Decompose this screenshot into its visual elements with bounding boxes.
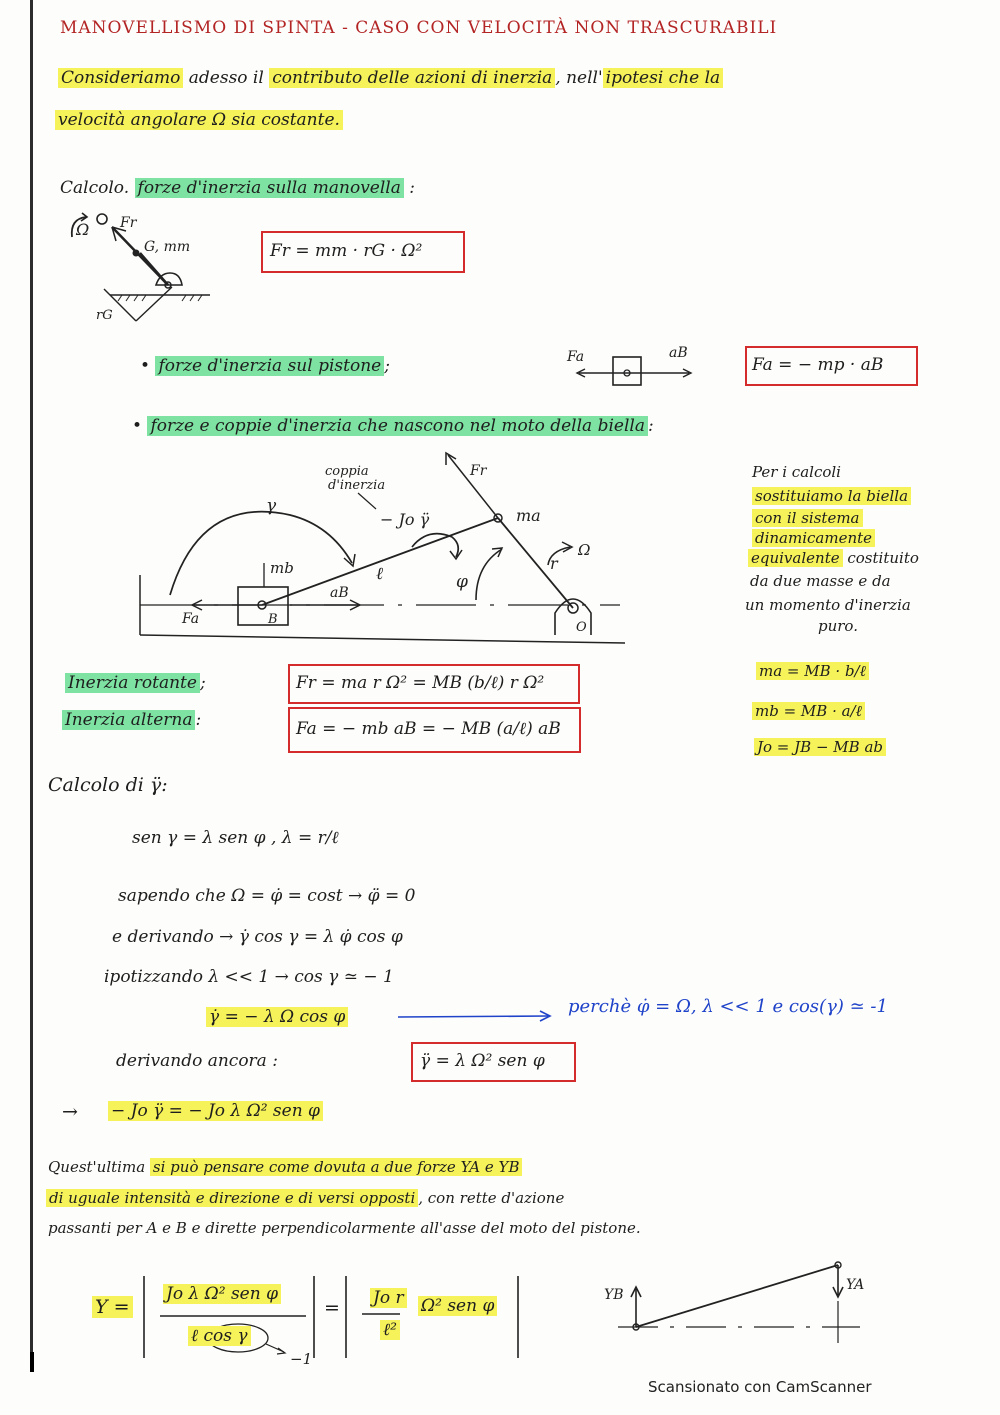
intro-line-2 — [55, 110, 343, 130]
diagram-jo-label: − Jo γ̈ — [380, 510, 430, 529]
side-note-highlight-3: dinamicamente — [752, 529, 875, 547]
result-arrow: → — [62, 1101, 78, 1123]
intro-text-1: adesso il — [188, 68, 264, 88]
diagram-fr-label: Fr — [470, 463, 487, 479]
piston-sketch — [565, 343, 700, 393]
side-formula-jo: Jo = JB − MB ab — [754, 738, 886, 756]
diagram-r-label: r — [550, 554, 558, 573]
side-note-l1: Per i calcoli — [752, 463, 841, 481]
intro-highlight-3: ipotesi che la — [603, 68, 724, 88]
final-line-2 — [46, 1189, 564, 1207]
intro-highlight-4: velocità angolare Ω sia costante. — [55, 110, 343, 130]
side-note-highlight-1: sostituiamo la biella — [752, 487, 911, 505]
diagram-fa-label: Fa — [182, 611, 200, 627]
gamma-eq-2: sapendo che Ω = φ̇ = cost → φ̈ = 0 — [118, 886, 416, 906]
final-p1-a: Quest'ultima — [48, 1158, 146, 1176]
bullet-connecting-rod-line — [132, 416, 654, 436]
gamma-eq-6-label: derivando ancora : — [116, 1051, 278, 1071]
diagram-gamma-label: γ — [266, 496, 277, 516]
intro-line-1 — [58, 68, 723, 88]
mechanism-diagram — [130, 445, 640, 650]
intro-highlight-1: Consideriamo — [58, 68, 183, 88]
crank-fr-label: Fr — [120, 215, 137, 231]
inertia-rot-label: Inerzia rotante — [65, 673, 200, 693]
diagram-dinerzia-label: d'inerzia — [328, 478, 386, 493]
diagram-l-label: ℓ — [376, 564, 384, 584]
diagram-ma-label: ma — [516, 506, 541, 525]
formula-piston-force: Fa = − mp · aB — [752, 355, 884, 375]
y-a-label: YA — [846, 1277, 865, 1293]
formula-alternating-inertia: Fa = − mb aB = − MB (a/ℓ) aB — [296, 719, 561, 739]
gamma-note: perchè φ̇ = Ω, λ << 1 e cos(γ) ≃ -1 — [568, 996, 888, 1017]
piston-ab-label: aB — [669, 345, 688, 361]
y-rhs-denominator: ℓ² — [380, 1320, 400, 1340]
gamma-eq-5-line — [206, 1007, 348, 1027]
side-note-highlight-2: con il sistema — [752, 509, 863, 527]
side-note-l2 — [752, 487, 911, 505]
side-note-l3 — [752, 509, 863, 527]
binder-edge — [30, 0, 33, 1372]
y-equals: = — [324, 1297, 340, 1319]
final-line-1 — [48, 1158, 522, 1176]
inertia-alt-label-line — [62, 710, 201, 730]
calc-colon: : — [409, 178, 416, 198]
diagram-phi-label: φ — [456, 572, 468, 592]
calc-heading — [60, 178, 415, 198]
inertia-alt-label: Inerzia alterna — [62, 710, 195, 730]
bullet-piston-line — [140, 356, 390, 376]
diagram-b-label: B — [268, 612, 278, 627]
gamma-eq-7-line — [108, 1101, 323, 1121]
bullet-piston-forces: forze d'inerzia sul pistone — [155, 356, 384, 376]
diagram-mb-label: mb — [270, 559, 294, 577]
y-rhs-tail: Ω² sen φ — [418, 1296, 497, 1316]
y-denominator-note: −1 — [290, 1350, 313, 1368]
side-note-l7: un momento d'inerzia — [745, 596, 911, 614]
final-p1-b: si può pensare come dovuta a due forze YA e YB — [150, 1158, 523, 1176]
bullet-piston-colon: ; — [384, 356, 390, 376]
gamma-eq-7: − Jo γ̈ = − Jo λ Ω² sen φ — [108, 1101, 323, 1121]
intro-text-2: , nell' — [555, 68, 603, 88]
crank-g-label: G, mm — [144, 239, 191, 255]
y-label-line — [92, 1296, 133, 1318]
y-rhs-numerator: Jo r — [370, 1288, 407, 1308]
side-note-l5 — [748, 549, 919, 567]
side-note-l8: puro. — [818, 617, 858, 635]
y-label: Y = — [92, 1296, 133, 1318]
gamma-eq-4: ipotizzando λ << 1 → cos γ ≃ − 1 — [104, 967, 394, 987]
side-note-l4 — [752, 529, 875, 547]
final-line-3: passanti per A e B e dirette perpendicolarmente all'asse del moto del pistone. — [48, 1219, 641, 1237]
gamma-eq-3: e derivando → γ̇ cos γ = λ φ̇ cos φ — [112, 927, 403, 947]
y-b-label: YB — [604, 1287, 624, 1303]
diagram-omega-label: Ω — [578, 541, 591, 559]
final-p2-a: di uguale intensità e direzione e di versi opposti — [46, 1189, 418, 1207]
binder-edge-mark — [30, 1352, 34, 1372]
side-note-l5b: costituito — [847, 549, 919, 567]
bullet-connecting-rod-forces: forze e coppie d'inerzia che nascono nel moto della biella — [147, 416, 648, 436]
side-formula-ma: ma = MB · b/ℓ — [756, 662, 869, 681]
y-forces-sketch — [598, 1255, 888, 1350]
crank-omega-label: Ω — [76, 220, 90, 239]
scanner-footer: Scansionato con CamScanner — [648, 1378, 872, 1396]
gamma-calc-heading: Calcolo di γ̈: — [48, 774, 168, 796]
y-rhs-tail-line — [418, 1296, 497, 1316]
bullet-dot: • — [140, 356, 151, 376]
gamma-eq-6: γ̈ = λ Ω² sen φ — [420, 1051, 545, 1071]
side-formula-mb: mb = MB · a/ℓ — [752, 702, 865, 721]
y-numerator-line — [163, 1284, 281, 1304]
bullet-crank-forces: forze d'inerzia sulla manovella — [135, 178, 404, 198]
crank-rg-label: rG — [96, 308, 113, 323]
note-arrow — [396, 1008, 556, 1024]
bullet-connecting-rod-colon: : — [647, 416, 654, 436]
y-denominator: ℓ cos γ — [188, 1326, 251, 1346]
inertia-rot-colon: ; — [199, 673, 206, 693]
intro-highlight-2: contributo delle azioni di inerzia — [269, 68, 555, 88]
piston-fa-label: Fa — [567, 349, 585, 365]
gamma-eq-5: γ̇ = − λ Ω cos φ — [206, 1007, 348, 1027]
side-note-l6: da due masse e da — [750, 572, 891, 590]
y-rhs-numerator-line — [370, 1288, 407, 1308]
diagram-ab-label: aB — [330, 585, 349, 601]
calc-prefix: Calcolo. — [60, 178, 130, 198]
diagram-o-label: O — [576, 620, 587, 635]
inertia-rot-label-line — [65, 673, 206, 693]
page-title: MANOVELLISMO DI SPINTA - CASO CON VELOCITÀ NON TRASCURABILI — [60, 18, 778, 38]
formula-rotating-inertia: Fr = ma r Ω² = MB (b/ℓ) r Ω² — [296, 673, 545, 693]
final-p2-b: , con rette d'azione — [418, 1189, 565, 1207]
inertia-alt-colon: : — [195, 710, 202, 730]
bullet-dot: • — [132, 416, 143, 436]
crank-sketch — [60, 205, 230, 330]
formula-crank-force: Fr = mm · rG · Ω² — [270, 241, 423, 261]
y-numerator: Jo λ Ω² sen φ — [163, 1284, 281, 1304]
side-note-highlight-4: equivalente — [748, 549, 843, 567]
y-denominator-line — [188, 1326, 251, 1346]
diagram-coppia-label: coppia — [325, 464, 369, 479]
gamma-eq-1: sen γ = λ sen φ , λ = r/ℓ — [132, 828, 339, 848]
y-rhs-denominator-line — [380, 1320, 400, 1340]
